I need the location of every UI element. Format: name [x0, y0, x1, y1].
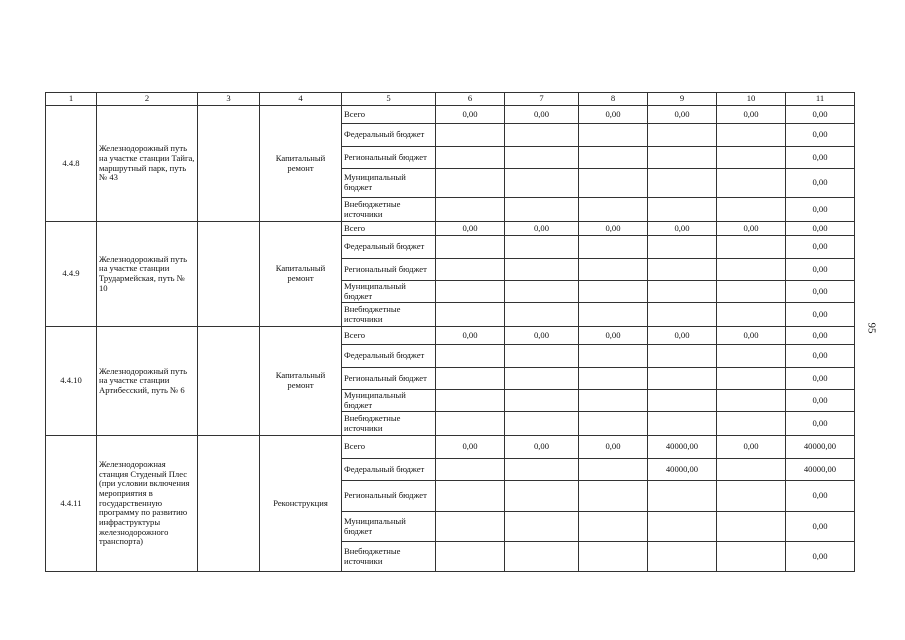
amount-cell-6: 0,00 [436, 106, 505, 124]
amount-cell-9 [648, 124, 717, 147]
table-row [46, 106, 855, 124]
column-3-cell [198, 106, 260, 222]
table-row [46, 327, 855, 345]
amount-cell-9 [648, 198, 717, 222]
amount-cell-7 [505, 198, 579, 222]
amount-cell-9 [648, 542, 717, 572]
amount-cell-8 [579, 147, 648, 169]
amount-cell-11: 0,00 [786, 259, 855, 281]
amount-cell-6 [436, 147, 505, 169]
table-row [46, 222, 855, 236]
amount-cell-7 [505, 412, 579, 436]
amount-cell-8 [579, 412, 648, 436]
header-row [46, 93, 855, 106]
amount-cell-6 [436, 512, 505, 542]
amount-cell-11: 40000,00 [786, 459, 855, 481]
column-header: 11 [786, 93, 855, 106]
amount-cell-8 [579, 259, 648, 281]
column-header: 1 [46, 93, 97, 106]
amount-cell-10: 0,00 [717, 327, 786, 345]
row-code: 4.4.9 [46, 222, 97, 327]
amount-cell-9 [648, 512, 717, 542]
funding-source: Внебюджетные источники [342, 412, 436, 436]
amount-cell-8 [579, 512, 648, 542]
amount-cell-7 [505, 459, 579, 481]
amount-cell-11: 0,00 [786, 412, 855, 436]
budget-table [45, 92, 855, 572]
amount-cell-10 [717, 259, 786, 281]
amount-cell-9: 40000,00 [648, 459, 717, 481]
amount-cell-6 [436, 368, 505, 390]
funding-source: Муниципальный бюджет [342, 281, 436, 303]
amount-cell-6 [436, 124, 505, 147]
amount-cell-11: 0,00 [786, 390, 855, 412]
amount-cell-10 [717, 390, 786, 412]
amount-cell-9 [648, 281, 717, 303]
amount-cell-10: 0,00 [717, 222, 786, 236]
work-type: Капитальный ремонт [260, 327, 342, 436]
amount-cell-7 [505, 147, 579, 169]
amount-cell-10 [717, 412, 786, 436]
amount-cell-8 [579, 459, 648, 481]
amount-cell-7 [505, 281, 579, 303]
work-type: Капитальный ремонт [260, 106, 342, 222]
amount-cell-6 [436, 236, 505, 259]
amount-cell-9 [648, 236, 717, 259]
amount-cell-7 [505, 481, 579, 512]
amount-cell-6 [436, 281, 505, 303]
amount-cell-8 [579, 281, 648, 303]
amount-cell-6 [436, 259, 505, 281]
table-row [46, 436, 855, 459]
amount-cell-10 [717, 512, 786, 542]
amount-cell-10: 0,00 [717, 436, 786, 459]
amount-cell-8: 0,00 [579, 436, 648, 459]
row-code: 4.4.8 [46, 106, 97, 222]
funding-source: Внебюджетные источники [342, 303, 436, 327]
funding-source: Федеральный бюджет [342, 345, 436, 368]
amount-cell-10 [717, 345, 786, 368]
amount-cell-8 [579, 345, 648, 368]
funding-source: Всего [342, 327, 436, 345]
amount-cell-6 [436, 542, 505, 572]
column-header: 8 [579, 93, 648, 106]
column-header: 6 [436, 93, 505, 106]
amount-cell-10 [717, 124, 786, 147]
amount-cell-11: 40000,00 [786, 436, 855, 459]
funding-source: Региональный бюджет [342, 481, 436, 512]
table-body [46, 106, 855, 572]
amount-cell-7 [505, 542, 579, 572]
amount-cell-11: 0,00 [786, 124, 855, 147]
funding-source: Федеральный бюджет [342, 459, 436, 481]
amount-cell-6 [436, 169, 505, 198]
amount-cell-11: 0,00 [786, 222, 855, 236]
amount-cell-10 [717, 303, 786, 327]
amount-cell-11: 0,00 [786, 198, 855, 222]
amount-cell-9 [648, 147, 717, 169]
amount-cell-10: 0,00 [717, 106, 786, 124]
amount-cell-11: 0,00 [786, 236, 855, 259]
object-name: Железнодорожная станция Студеный Плес (при условии включения мероприятия в государственную программу по развитию инфраструктуры железнодорожного транспорта) [97, 436, 198, 572]
funding-source: Всего [342, 106, 436, 124]
work-type: Реконструкция [260, 436, 342, 572]
amount-cell-8: 0,00 [579, 327, 648, 345]
amount-cell-7: 0,00 [505, 106, 579, 124]
amount-cell-10 [717, 147, 786, 169]
amount-cell-6 [436, 390, 505, 412]
row-code: 4.4.11 [46, 436, 97, 572]
amount-cell-8 [579, 390, 648, 412]
amount-cell-9 [648, 345, 717, 368]
column-header: 7 [505, 93, 579, 106]
amount-cell-6: 0,00 [436, 327, 505, 345]
amount-cell-11: 0,00 [786, 303, 855, 327]
amount-cell-7 [505, 512, 579, 542]
column-3-cell [198, 222, 260, 327]
funding-source: Региональный бюджет [342, 147, 436, 169]
amount-cell-11: 0,00 [786, 147, 855, 169]
funding-source: Региональный бюджет [342, 368, 436, 390]
amount-cell-10 [717, 169, 786, 198]
amount-cell-7 [505, 368, 579, 390]
amount-cell-9 [648, 303, 717, 327]
amount-cell-11: 0,00 [786, 368, 855, 390]
table-header [46, 93, 855, 106]
column-header: 5 [342, 93, 436, 106]
funding-source: Внебюджетные источники [342, 542, 436, 572]
amount-cell-6 [436, 345, 505, 368]
amount-cell-7: 0,00 [505, 436, 579, 459]
amount-cell-10 [717, 236, 786, 259]
funding-source: Всего [342, 436, 436, 459]
amount-cell-8: 0,00 [579, 106, 648, 124]
amount-cell-7 [505, 259, 579, 281]
object-name: Железнодорожный путь на участке станции Трудармейская, путь № 10 [97, 222, 198, 327]
amount-cell-6 [436, 481, 505, 512]
amount-cell-11: 0,00 [786, 481, 855, 512]
amount-cell-9 [648, 259, 717, 281]
amount-cell-8 [579, 481, 648, 512]
amount-cell-9: 0,00 [648, 106, 717, 124]
amount-cell-6 [436, 303, 505, 327]
amount-cell-8 [579, 169, 648, 198]
object-name: Железнодорожный путь на участке станции Тайга, маршрутный парк, путь № 43 [97, 106, 198, 222]
amount-cell-7 [505, 236, 579, 259]
amount-cell-10 [717, 368, 786, 390]
amount-cell-8 [579, 303, 648, 327]
amount-cell-9: 40000,00 [648, 436, 717, 459]
funding-source: Муниципальный бюджет [342, 169, 436, 198]
amount-cell-7 [505, 124, 579, 147]
column-header: 9 [648, 93, 717, 106]
amount-cell-11: 0,00 [786, 512, 855, 542]
funding-source: Муниципальный бюджет [342, 390, 436, 412]
amount-cell-10 [717, 281, 786, 303]
amount-cell-8 [579, 542, 648, 572]
amount-cell-9: 0,00 [648, 327, 717, 345]
amount-cell-11: 0,00 [786, 169, 855, 198]
amount-cell-9 [648, 169, 717, 198]
amount-cell-8 [579, 124, 648, 147]
amount-cell-10 [717, 198, 786, 222]
amount-cell-11: 0,00 [786, 281, 855, 303]
work-type: Капитальный ремонт [260, 222, 342, 327]
amount-cell-9 [648, 390, 717, 412]
amount-cell-7: 0,00 [505, 222, 579, 236]
column-header: 10 [717, 93, 786, 106]
amount-cell-7 [505, 390, 579, 412]
row-code: 4.4.10 [46, 327, 97, 436]
object-name: Железнодорожный путь на участке станции Артибесский, путь № 6 [97, 327, 198, 436]
amount-cell-8 [579, 368, 648, 390]
amount-cell-10 [717, 459, 786, 481]
amount-cell-11: 0,00 [786, 542, 855, 572]
amount-cell-9 [648, 481, 717, 512]
column-3-cell [198, 327, 260, 436]
amount-cell-9 [648, 368, 717, 390]
funding-source: Региональный бюджет [342, 259, 436, 281]
amount-cell-7 [505, 303, 579, 327]
amount-cell-8: 0,00 [579, 222, 648, 236]
amount-cell-10 [717, 481, 786, 512]
amount-cell-11: 0,00 [786, 106, 855, 124]
amount-cell-6 [436, 198, 505, 222]
amount-cell-6: 0,00 [436, 222, 505, 236]
page-number: 95 [865, 322, 878, 334]
column-3-cell [198, 436, 260, 572]
funding-source: Федеральный бюджет [342, 124, 436, 147]
funding-source: Муниципальный бюджет [342, 512, 436, 542]
amount-cell-7: 0,00 [505, 327, 579, 345]
amount-cell-6 [436, 412, 505, 436]
funding-source: Всего [342, 222, 436, 236]
amount-cell-11: 0,00 [786, 345, 855, 368]
amount-cell-11: 0,00 [786, 327, 855, 345]
column-header: 2 [97, 93, 198, 106]
amount-cell-7 [505, 345, 579, 368]
amount-cell-7 [505, 169, 579, 198]
amount-cell-8 [579, 236, 648, 259]
amount-cell-9: 0,00 [648, 222, 717, 236]
funding-source: Федеральный бюджет [342, 236, 436, 259]
column-header: 4 [260, 93, 342, 106]
funding-source: Внебюджетные источники [342, 198, 436, 222]
amount-cell-6: 0,00 [436, 436, 505, 459]
amount-cell-6 [436, 459, 505, 481]
amount-cell-8 [579, 198, 648, 222]
amount-cell-10 [717, 542, 786, 572]
amount-cell-9 [648, 412, 717, 436]
column-header: 3 [198, 93, 260, 106]
